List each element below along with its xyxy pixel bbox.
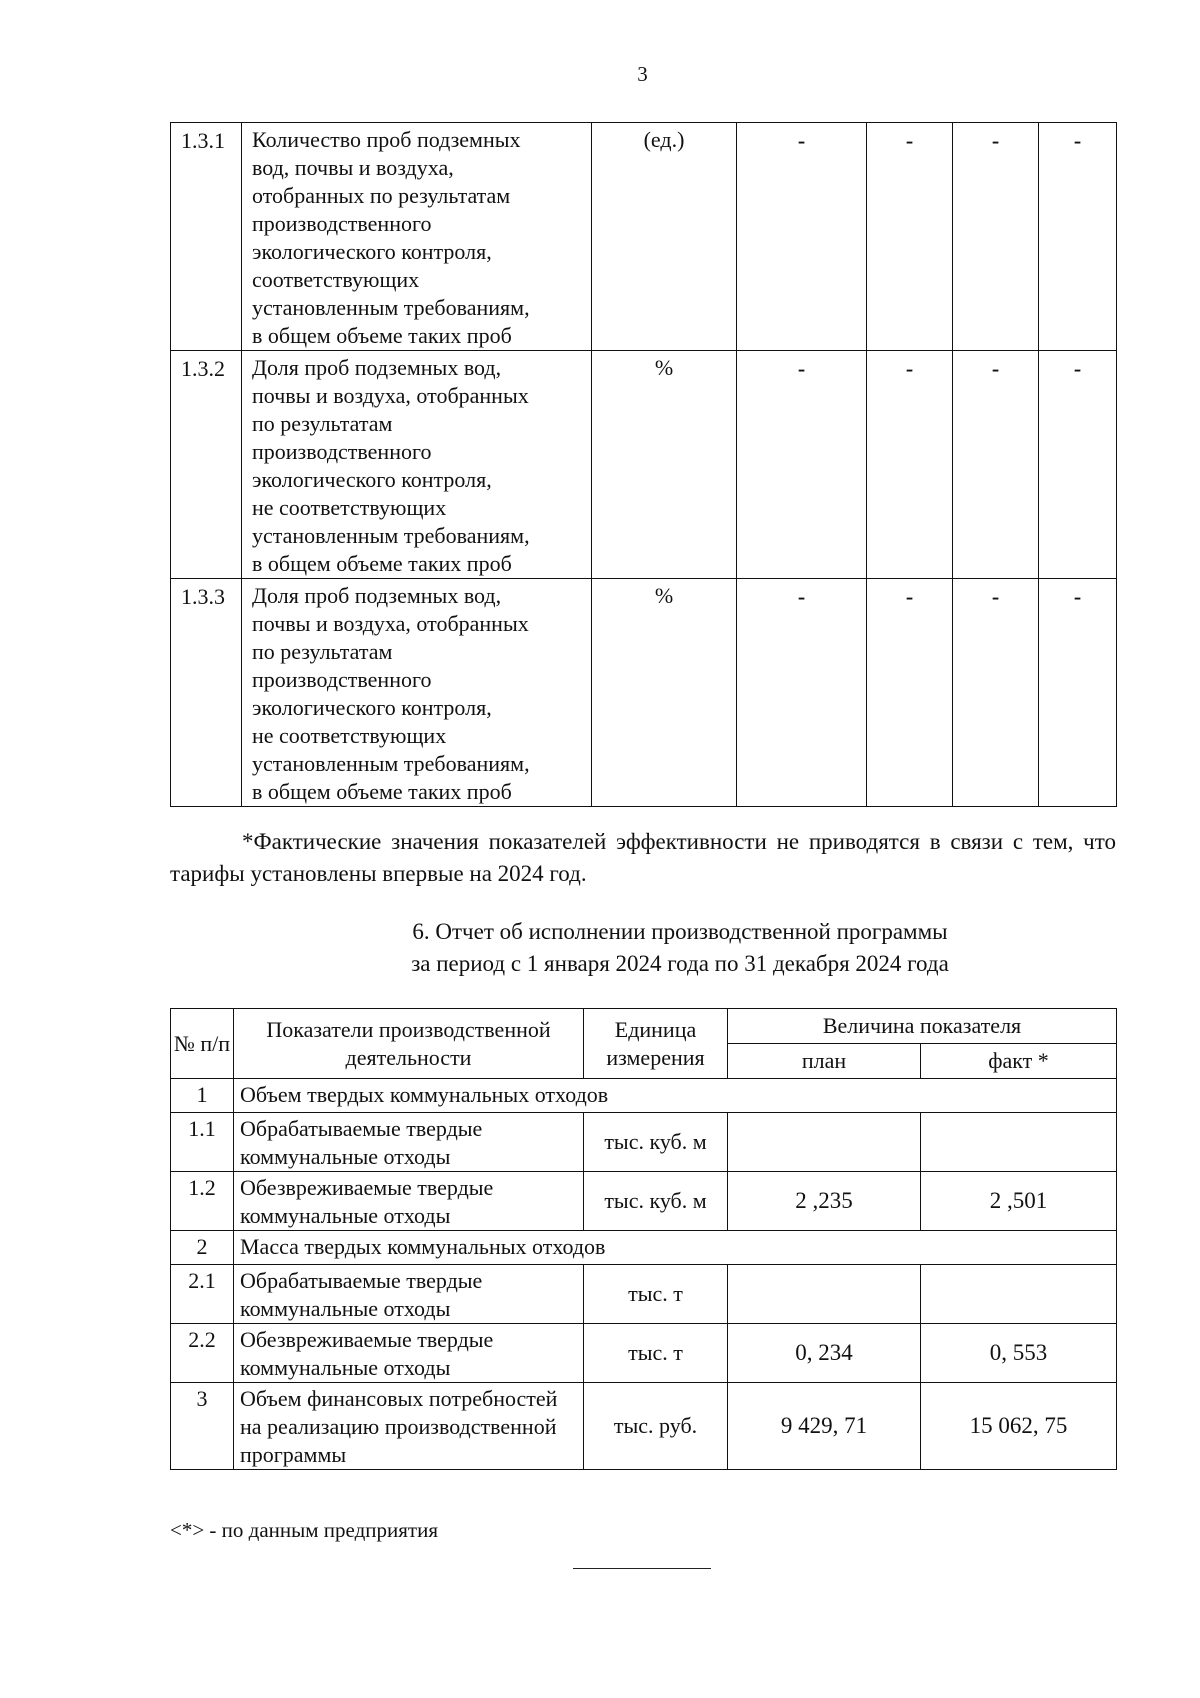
indicator-name-line: Доля проб подземных вод,: [252, 355, 502, 380]
table-row: [171, 1324, 1117, 1383]
indicator-name-line: по результатам: [252, 639, 393, 664]
plan-value: [728, 1265, 921, 1324]
indicator-name-line: почвы и воздуха, отобранных: [252, 611, 529, 636]
section-label: Масса твердых коммунальных отходов: [234, 1231, 1117, 1265]
table-row: [171, 1113, 1117, 1172]
section-title: [200, 916, 1160, 980]
unit: тыс. т: [584, 1324, 728, 1383]
indicator-name-line: вод, почвы и воздуха,: [252, 155, 454, 180]
note-text: *Фактические значения показателей эффективности не приводятся в связи с тем, что тарифы установлены впервые на 2024 год.: [170, 829, 1116, 886]
value-cell: -: [953, 351, 1039, 579]
section-title-line-1: 6. Отчет об исполнении производственной программы: [412, 919, 948, 944]
indicator-label: Объем финансовых потребностей на реализацию производственной программы: [234, 1383, 584, 1470]
indicator-name-line: экологического контроля,: [252, 695, 492, 720]
value-cell: -: [867, 351, 953, 579]
unit: тыс. т: [584, 1265, 728, 1324]
header-unit: Единица измерения: [584, 1009, 728, 1079]
table-row: [171, 1265, 1117, 1324]
row-number: 1.2: [171, 1172, 234, 1231]
indicator-name-line: экологического контроля,: [252, 239, 492, 264]
row-number: 1.3.3: [171, 579, 242, 807]
indicator-name-line: в общем объеме таких проб: [252, 323, 512, 348]
indicator-name-line: производственного: [252, 667, 432, 692]
production-program-report-table: [170, 1008, 1117, 1470]
indicator-name: [242, 351, 592, 579]
row-number: 2.2: [171, 1324, 234, 1383]
indicator-name: [242, 123, 592, 351]
end-divider: [573, 1568, 711, 1569]
table-row: [171, 1079, 1117, 1113]
value-cell: -: [867, 123, 953, 351]
indicator-name-line: экологического контроля,: [252, 467, 492, 492]
row-number: 1.3.2: [171, 351, 242, 579]
value-cell: -: [1039, 123, 1117, 351]
indicator-name-line: отобранных по результатам: [252, 183, 511, 208]
table-row: [171, 1172, 1117, 1231]
unit: тыс. куб. м: [584, 1172, 728, 1231]
unit: тыс. куб. м: [584, 1113, 728, 1172]
value-cell: -: [737, 123, 867, 351]
value-cell: -: [867, 579, 953, 807]
fact-value: [921, 1265, 1117, 1324]
indicator-label: Обезвреживаемые твердые коммунальные отходы: [234, 1324, 584, 1383]
fact-value: 15 062, 75: [921, 1383, 1117, 1470]
indicator-label: Обрабатываемые твердые коммунальные отходы: [234, 1265, 584, 1324]
indicator-name-line: производственного: [252, 439, 432, 464]
indicator-name-line: не соответствующих: [252, 495, 447, 520]
indicator-label: Обрабатываемые твердые коммунальные отходы: [234, 1113, 584, 1172]
table-row: [171, 123, 1117, 351]
row-number: 1: [171, 1079, 234, 1113]
fact-value: [921, 1113, 1117, 1172]
indicator-name-line: в общем объеме таких проб: [252, 779, 512, 804]
value-cell: -: [737, 579, 867, 807]
indicator-name-line: Доля проб подземных вод,: [252, 583, 502, 608]
row-number: 3: [171, 1383, 234, 1470]
footnote: <*> - по данным предприятия: [170, 1518, 438, 1542]
indicator-name-line: по результатам: [252, 411, 393, 436]
header-plan: план: [728, 1044, 921, 1079]
section-title-line-2: за период с 1 января 2024 года по 31 декабря 2024 года: [411, 951, 949, 976]
plan-value: 0, 234: [728, 1324, 921, 1383]
plan-value: 9 429, 71: [728, 1383, 921, 1470]
fact-value: 2 ,501: [921, 1172, 1117, 1231]
indicator-name-line: в общем объеме таких проб: [252, 551, 512, 576]
row-number: 2.1: [171, 1265, 234, 1324]
indicator-name-line: соответствующих: [252, 267, 420, 292]
header-fact: факт *: [921, 1044, 1117, 1079]
indicator-name: [242, 579, 592, 807]
header-indicator: Показатели производственной деятельности: [234, 1009, 584, 1079]
table-row: [171, 1383, 1117, 1470]
plan-value: 2 ,235: [728, 1172, 921, 1231]
unit: тыс. руб.: [584, 1383, 728, 1470]
table-row: [171, 579, 1117, 807]
indicator-label: Обезвреживаемые твердые коммунальные отходы: [234, 1172, 584, 1231]
table-row: [171, 1231, 1117, 1265]
value-cell: -: [1039, 579, 1117, 807]
indicator-name-line: почвы и воздуха, отобранных: [252, 383, 529, 408]
row-number: 2: [171, 1231, 234, 1265]
table-row: [171, 351, 1117, 579]
page-number: 3: [637, 62, 648, 86]
value-cell: -: [953, 123, 1039, 351]
value-cell: -: [737, 351, 867, 579]
value-cell: -: [1039, 351, 1117, 579]
unit: %: [592, 579, 737, 807]
indicator-name-line: производственного: [252, 211, 432, 236]
indicator-name-line: установленным требованиям,: [252, 523, 530, 548]
row-number: 1.1: [171, 1113, 234, 1172]
fact-value: 0, 553: [921, 1324, 1117, 1383]
efficiency-indicators-table: [170, 122, 1117, 807]
unit: %: [592, 351, 737, 579]
section-label: Объем твердых коммунальных отходов: [234, 1079, 1117, 1113]
indicator-name-line: не соответствующих: [252, 723, 447, 748]
value-cell: -: [953, 579, 1039, 807]
row-number: 1.3.1: [171, 123, 242, 351]
header-num: № п/п: [171, 1009, 234, 1079]
plan-value: [728, 1113, 921, 1172]
unit: (ед.): [592, 123, 737, 351]
indicator-name-line: установленным требованиям,: [252, 295, 530, 320]
indicator-name-line: установленным требованиям,: [252, 751, 530, 776]
header-value-group: Величина показателя: [728, 1009, 1117, 1044]
indicator-name-line: Количество проб подземных: [252, 127, 521, 152]
